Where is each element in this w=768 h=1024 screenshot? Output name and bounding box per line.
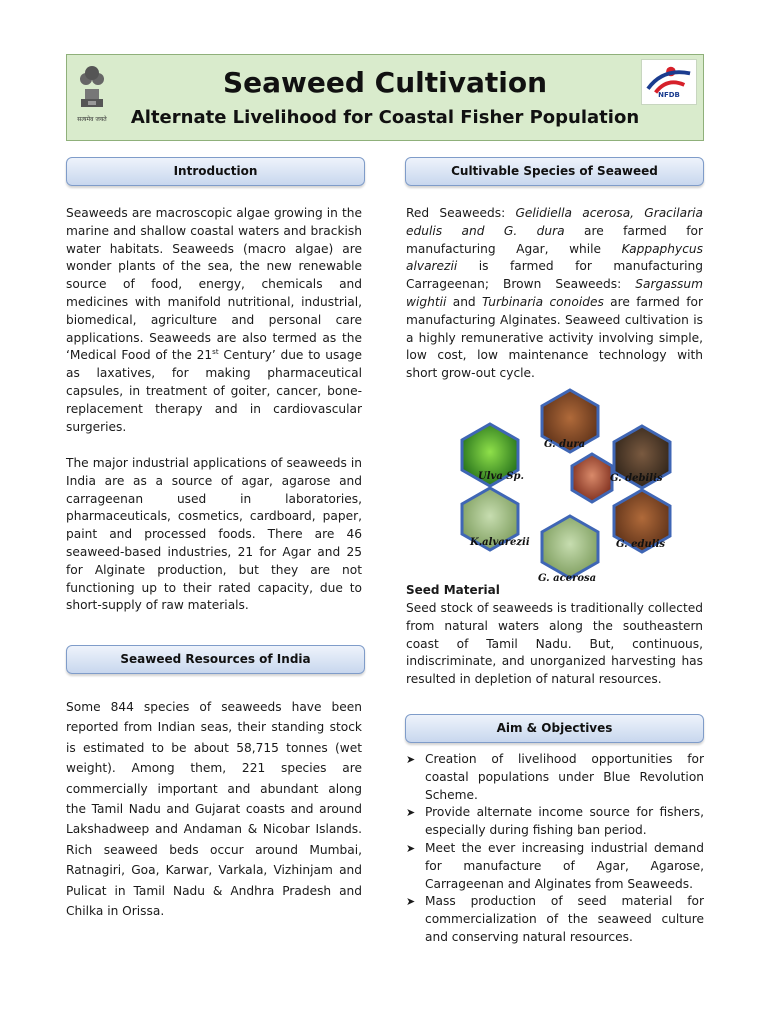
aim-text: Mass production of seed material for commercialization of the seaweed culture and conserving natural resources.	[425, 894, 704, 944]
aims-list	[406, 751, 704, 947]
arrow-bullet-icon: ➤	[406, 895, 416, 909]
cult-species-2: Kappaphycus alvarezii	[406, 241, 703, 274]
cult-text-4: and	[446, 294, 482, 309]
hex-center	[572, 454, 612, 502]
intro-superscript: st	[212, 348, 219, 357]
resources-heading: Seaweed Resources of India	[66, 645, 365, 674]
cultivable-species-heading: Cultivable Species of Seaweed	[405, 157, 704, 186]
aim-text: Provide alternate income source for fishers, especially during fishing ban period.	[425, 805, 704, 838]
cult-species-4: Turbinaria conoides	[482, 294, 604, 309]
label-g-acerosa: G. acerosa	[538, 573, 597, 584]
introduction-paragraph-2: The major industrial applications of seaweeds in India are as a source of agar, agarose and carrageenan used in laboratories, pharmaceuticals, cosmetics, cardboard, paper, paint and processed foods. There are 46 seaweed-based industries, 21 for Agar and 25 for Alginate production, but they are not functioning up to their rated capacity, due to short-supply of raw materials.	[66, 456, 362, 613]
label-ulva: Ulva Sp.	[478, 471, 524, 482]
label-g-debilis: G. debilis	[610, 473, 663, 484]
emblem-caption: सत्यमेव जयते	[77, 116, 107, 123]
introduction-paragraph-1	[66, 205, 362, 436]
label-g-dura: G. dura	[544, 439, 586, 450]
cult-text-5: are farmed for manufacturing Alginates. Seaweed cultivation is a highly remunerative activity involving simple, low cost, low maintenance technology with short grow-out cycle.	[406, 294, 703, 381]
resources-paragraph: Some 844 species of seaweeds have been reported from Indian seas, their standing stock is estimated to be about 58,715 tonnes (wet weight). Among them, 221 species are commercially important and abundant along the Tamil Nadu and Gujarat coasts and around Lakshadweep and Andaman & Nicobar Islands. Rich seaweed beds occur around Mumbai, Ratnagiri, Goa, Karwar, Varkala, Vizhinjam and Pulicat in Tamil Nadu & Andhra Pradesh and Chilka in Orissa.	[66, 700, 362, 919]
arrow-bullet-icon: ➤	[406, 841, 416, 855]
list-item	[406, 893, 704, 946]
aims-heading: Aim & Objectives	[405, 714, 704, 743]
seed-material-paragraph: Seed stock of seaweeds is traditionally collected from natural waters along the southeastern coast of Tamil Nadu. But, continuous, indiscriminate, and unorganized harvesting has resulted in depletion of natural resources.	[406, 601, 703, 687]
list-item	[406, 751, 704, 804]
cult-species-3: Sargassum wightii	[406, 277, 703, 309]
cult-species-1: Gelidiella acerosa, Gracilaria edulis and G. dura	[406, 206, 703, 238]
list-item	[406, 840, 704, 893]
cult-text-3: is farmed for manufacturing Carrageenan; Brown Seaweeds:	[406, 259, 703, 292]
label-k-alvarezii: K.alvarezii	[470, 537, 530, 548]
intro-text-b: Century’ due to usage as laxatives, for making pharmaceutical capsules, in treatment of goiter, cancer, bone-replacement therapy and in cardiovascular surgeries.	[66, 348, 362, 434]
label-g-edulis: G. edulis	[616, 539, 665, 550]
arrow-bullet-icon: ➤	[406, 806, 416, 820]
list-item	[406, 804, 704, 840]
seed-material-heading: Seed Material	[406, 583, 500, 597]
cult-text-2: are farmed for manufacturing Agar, while	[406, 223, 703, 256]
cult-text-1: Red Seaweeds:	[406, 206, 516, 220]
aim-text: Meet the ever increasing industrial demand for manufacture of Agar, Agarose, Carrageenan and Alginates from Seaweeds.	[425, 840, 704, 891]
seaweed-species-hexagon-figure	[456, 388, 688, 584]
aim-text: Creation of livelihood opportunities for coastal populations under Blue Revolution Scheme.	[425, 752, 704, 802]
cultivable-species-paragraph	[406, 205, 703, 383]
page-title: Seaweed Cultivation	[222, 66, 548, 99]
hex-g-acerosa	[542, 516, 598, 578]
introduction-heading: Introduction	[66, 157, 365, 186]
intro-text-a: Seaweeds are macroscopic algae growing in the marine and shallow coastal waters and brackish water habitats. Seaweeds (macro algae) are wonder plants of the sea, the new renewable source of food, energy, chemicals and medicines with manifold nutritional, industrial, biomedical, agriculture and personal care applications. Seaweeds are also termed as the ‘Medical Food of the 21	[66, 206, 362, 363]
nfdb-logo-text: NFDB	[658, 91, 680, 99]
page-subtitle: Alternate Livelihood for Coastal Fisher Population	[130, 107, 640, 128]
title-banner	[66, 54, 704, 141]
arrow-bullet-icon: ➤	[406, 753, 416, 766]
